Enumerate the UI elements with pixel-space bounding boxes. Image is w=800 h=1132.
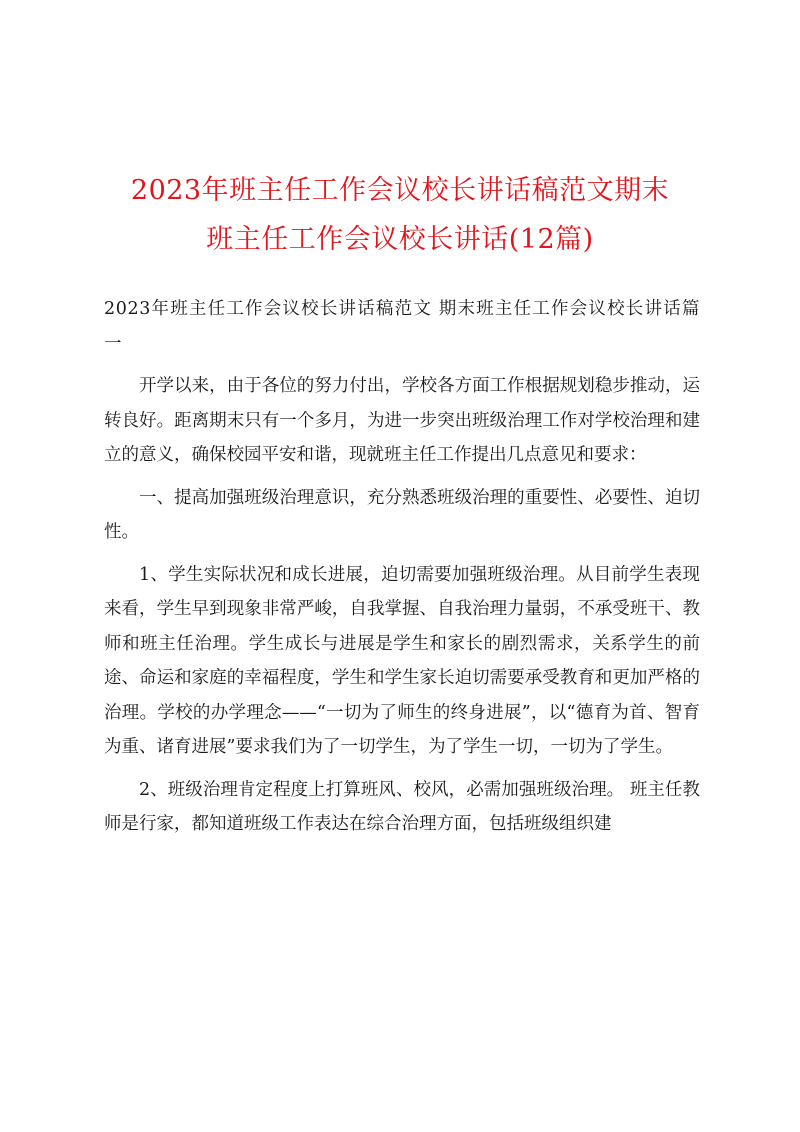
paragraph-intro: 开学以来，由于各位的努力付出，学校各方面工作根据规划稳步推动，运转良好。距离期末只有一个多月，为进一步突出班级治理工作对学校治理和建立的意义，确保校园平安和谐，现就班主任工作提出几点意见和要求： [104,376,700,465]
paragraph-point-2: 2、班级治理肯定程度上打算班风、校风，必需加强班级治理。 班主任教师是行家，都知道班级工作表达在综合治理方面，包括班级组织建 [104,779,700,834]
paragraph-section-1-heading: 一、提高加强班级治理意识，充分熟悉班级治理的重要性、必要性、迫切性。 [104,487,700,542]
document-title-line-1: 2023年班主任工作会议校长讲话稿范文期末 [130,175,670,206]
document-body [104,292,700,850]
paragraph-point-1: 1、学生实际状况和成长进展，迫切需要加强班级治理。从目前学生表现来看，学生早到现象非常严峻，自我掌握、自我治理力量弱，不承受班干、教师和班主任治理。学生成长与进展是学生和家长的剧烈需求，关系学生的前途、命运和家庭的幸福程度，学生和学生家长迫切需要承受教育和更加严格的治理。学校的办学理念——“一切为了师生的终身进展”，以“德育为首、智育为重、诸育进展”要求我们为了一切学生，为了学生一切，一切为了学生。 [104,564,700,757]
document-title-line-2: 班主任工作会议校长讲话(12篇) [206,224,594,255]
document-subtitle: 2023年班主任工作会议校长讲话稿范文 期末班主任工作会议校长讲话篇一 [104,299,700,354]
